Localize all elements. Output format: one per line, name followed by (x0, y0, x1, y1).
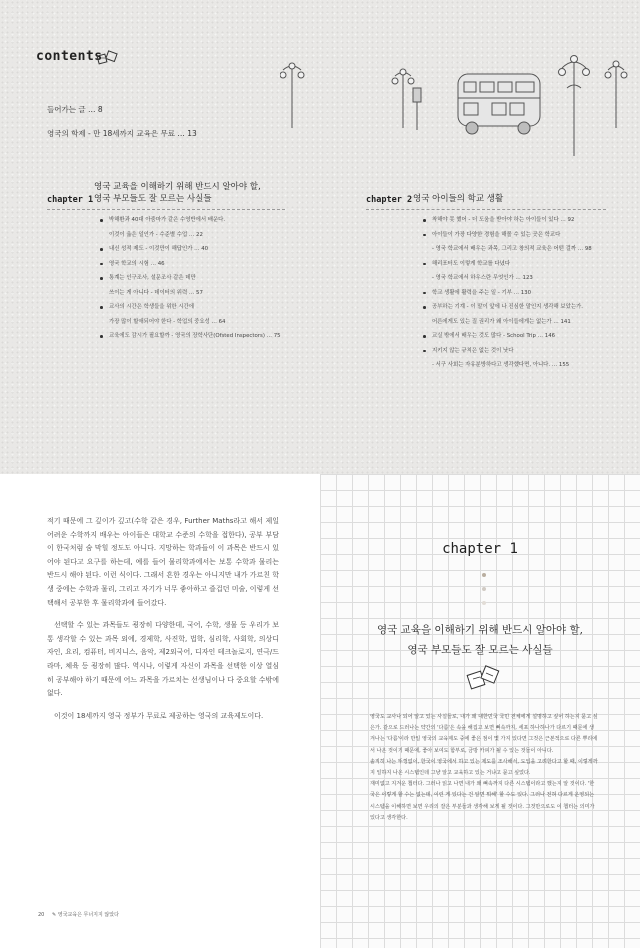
toc-entry: 교사의 시간은 학생들을 위한 시간에 (109, 300, 281, 315)
toc-entry: 학교 생활에 활력을 주는 일 - 기부 … 130 (432, 286, 592, 301)
chapter2-toc (432, 213, 592, 373)
toc-intro-item: 영국의 학제 - 만 18세까지 교육은 무료 … 13 (47, 129, 197, 138)
london-street-illustration (280, 48, 630, 163)
toc-entry: 아이들이 가장 다양한 경험을 해볼 수 있는 곳은 학교다 (432, 228, 592, 243)
chapter1-toc (109, 213, 281, 344)
toc-entry: 교실 밖에서 배우는 것도 많다 - School Trip … 146 (432, 329, 592, 344)
toc-entry: 쓰이는 게 아니다 - 데이터의 위력 … 57 (109, 289, 203, 296)
chapter-intro-text (370, 712, 598, 824)
chapter1-divider (47, 209, 285, 210)
running-title: 영국교육은 무너지지 않았다 (57, 912, 119, 918)
toc-entry: 통계는 인구조사, 설문조사 같은 데만 (109, 271, 281, 286)
toc-entry: 가장 많이 할애되어야 한다 - 학업의 중요성 … 64 (109, 318, 226, 325)
body-text (47, 515, 279, 732)
toc-entry: 공부하는 기계 - 이 말이 앞에 나 진심한 말인지 생각해 보았는가. (432, 300, 592, 315)
toc-entry: - 영국 학교에서 하우스란 무엇인가 … 123 (432, 275, 533, 281)
chapter2-title: 영국 아이들의 학교 생활 (413, 194, 504, 204)
chapter-opener-label: chapter 1 (442, 541, 518, 557)
contents-heading: contents (36, 49, 103, 64)
toc-entry: 내신 성적 제도 - 이것만이 해답인가 … 40 (109, 242, 281, 257)
ornament-dot (482, 573, 486, 577)
tickets-icon (96, 50, 120, 66)
toc-entry: 교육에도 감시가 필요할까 - 영국의 장학사단(Ofsted Inspectors) … 75 (109, 329, 281, 344)
chapter1-label: chapter 1 (47, 195, 94, 205)
tickets-icon (466, 664, 502, 692)
toc-entry: - 영국 학교에서 배우는 과목, 그리고 창의적 교육은 어떤 걸까 … 98 (432, 246, 592, 252)
chapter1-title-line1: 영국 교육을 이해하기 위해 반드시 알아야 할, (94, 182, 261, 192)
chapter-opener-title-line2: 영국 부모들도 잘 모르는 사실들 (407, 644, 553, 656)
intro-paragraph: 솔직히 나는 뚜껑없이, 한국이 영국에서 하고 있는 제도를 조사해서, 도입을 고려한다고 할 때, 이렇게까지 일하지 나온 시스템인데 그냥 알고 교육하고 있는 거냐고 묻고 싶었다. (370, 758, 598, 777)
chapter-opener-title (320, 620, 640, 660)
toc-intro-item: 들어가는 글 … 8 (47, 105, 103, 114)
body-paragraph: 이것이 18세까지 영국 정부가 무료로 제공하는 영국의 교육제도이다. (54, 711, 264, 720)
toc-entry: - 서구 사회는 자유분방하다고 생각했다면, 아니다. … 155 (432, 362, 570, 368)
body-paragraph: 선택할 수 있는 과목들도 굉장히 다양한데, 국어, 수학, 생물 등 우리가 보통 생각할 수 있는 과목 외에, 경제학, 사진학, 법학, 심리학, 사회학, 의상디자인, 요리, 컴퓨터, 비지니스, 음악, 제2외국어, 디자인 테크놀로지, 연극/드라마, 체육 등 굉장히 많다. 역시나, 이렇게 자신이 과목을 선택한 이상 열심히 공부해야 하기 때문에 어느 과목을 가르치는 선생님이나 다 중요할 수밖에 없다. (47, 621, 279, 698)
ornament-dot (482, 601, 486, 605)
intro-paragraph: 영국도 교사나 되어 알고 있는 사실들로, 내가 왜 대한민국 국민 전체에게 설명하고 싶어 하는지 묻고 싶은가. 같으로 드러나는 약간의 '다름'은 속을 해집고 보면 뼈속까지, 세포 하나하나가 다르기 때문에 생겨나는 '다름'이라 만일 영국의 교육제도 중에 좋은 점이 몇 가지 있다면 그것은 근본적으로 다른 뿌리에서 나온 것이기 때문에, 좋아 보여도 함부로, 금방 카피가 될 수 있는 것들이 아니다. (370, 714, 598, 754)
toc-entry: 영국 학교의 시험 … 46 (109, 257, 281, 272)
ornament-dot (482, 587, 486, 591)
footer-ornament-icon: ✎ (51, 912, 57, 918)
chapter2-divider (366, 209, 606, 210)
toc-entry: 박해환과 40대 아줌마가 같은 수영반에서 배운다. (109, 213, 281, 228)
toc-entry: 이것이 옳은 일인가 - 수준별 수업 … 22 (109, 231, 203, 238)
intro-paragraph: 재미없고 지겨운 챕터다. 그러나 읽고 나면 내가 왜 뼈속까지 다른 시스템이라고 했는지 알 것이다. '한국은 이렇게 할 수는 없는데, 이런 게 있다는 건 알면 뭐해' 할 수도 있다. 그러나 전혀 다르게 운영되는 시스템을 이해하면 보면 우리의 잘은 부분들과 생각해 보게 될 것이다. 그것만으로도 이 챕터는 의미가 있다고 생각한다. (370, 781, 595, 821)
page-footer (38, 911, 119, 918)
toc-entry: 지키지 않는 규칙은 없는 것이 낫다 (432, 344, 592, 359)
page-number: 20 (38, 912, 45, 918)
toc-entry: 착해야 못 했어 - 더 도움을 받아야 하는 아이들이 있다 … 92 (432, 213, 592, 228)
chapter2-label: chapter 2 (366, 195, 413, 205)
body-paragraph: 적기 때문에 그 깊이가 깊고(수학 같은 경우, Further Maths라고 해서 제일 어려운 수학까지 배우는 아이들은 대학교 수준의 수학을 접한다), 공부 부담이 한국처럼 숨 막힐 정도도 아니다. 지망하는 학과들이 이 과목은 반드시 있어야 된다고 요구를 하는데, 예를 들어 물리학과에서는 보통 수학과 물리는 반드시 해야 된다. 이런 식이다. 그래서 흔한 경우는 아니지만 내가 가르친 학생 중에는 수학과 물리, 그리고 자기가 너무 좋아하고 즐겁던 미술, 이렇게 선택해서 공부한 후 물리학과에 들어갔다. (47, 517, 279, 607)
chapter1-title-line2: 영국 부모들도 잘 모르는 사실들 (94, 194, 212, 204)
toc-entry: 해리포터도 이렇게 학교를 다녔다 (432, 257, 592, 272)
toc-entry: 어른에게도 있는 질 권리가 왜 아이들에게는 없는가 … 141 (432, 318, 571, 325)
chapter-opener-title-line1: 영국 교육을 이해하기 위해 반드시 알아야 할, (377, 624, 583, 636)
